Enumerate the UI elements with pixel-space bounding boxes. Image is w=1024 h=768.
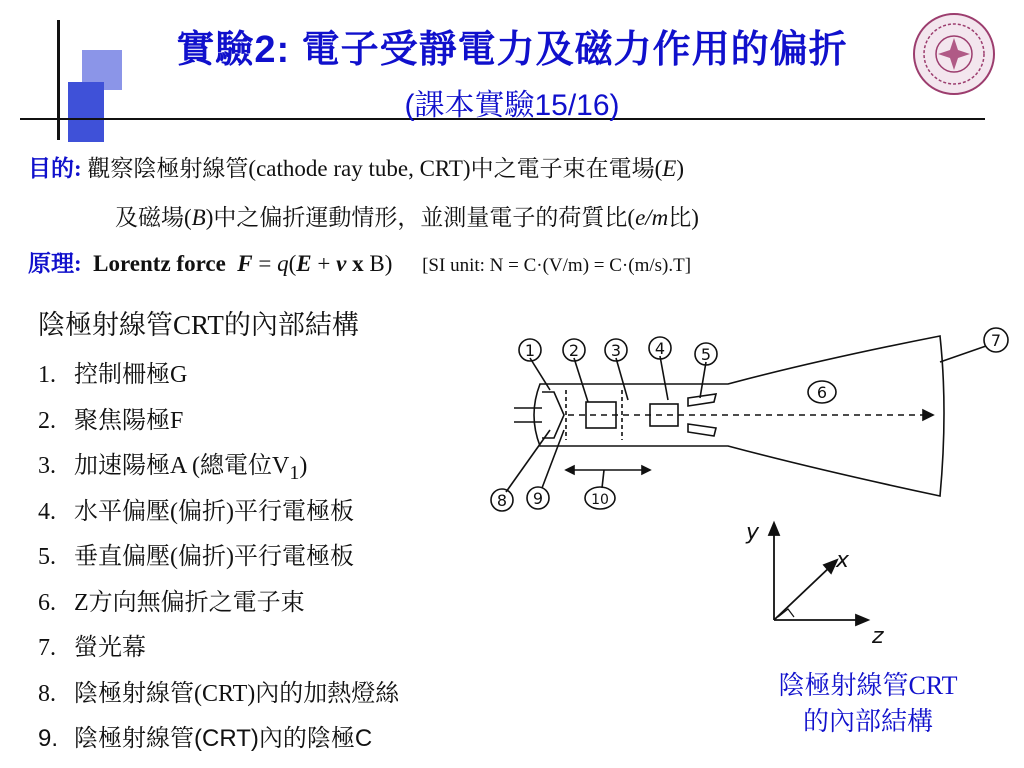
list-item — [38, 357, 399, 403]
list-num: 1. — [38, 362, 56, 388]
list-item — [38, 448, 399, 494]
structure-list — [38, 357, 399, 767]
purpose-text-a: 觀察陰極射線管 — [87, 156, 249, 181]
list-item — [38, 585, 399, 631]
cathode-shape — [542, 392, 564, 438]
axis-x-label: x — [836, 548, 850, 573]
callout-8: 8 — [496, 491, 508, 510]
list-num: 8. — [38, 680, 56, 707]
list-text: 垂直偏壓(偏折)平行電極板 — [74, 544, 354, 570]
list-num: 7. — [38, 635, 56, 661]
axis-z-label: z — [872, 624, 884, 649]
lorentz-force-name: Lorentz force — [93, 251, 226, 276]
x-axis-line — [774, 565, 832, 620]
principle-line — [28, 245, 691, 278]
formula-B: B — [369, 251, 385, 276]
purpose-line-1 — [28, 150, 684, 183]
diagram-caption — [738, 668, 998, 740]
purpose-em-symbol: e/m — [635, 205, 669, 230]
purpose2-text-c: 比) — [668, 205, 699, 230]
callout-5: 5 — [700, 345, 712, 364]
list-num: 4. — [38, 498, 56, 525]
callout-10: 10 — [591, 492, 609, 508]
axis-y-label: y — [746, 520, 760, 545]
list-text: 聚焦陽極F — [74, 407, 184, 434]
list-text: 陰極射線管(CRT)內的加熱燈絲 — [74, 680, 400, 707]
callout-1: 1 — [524, 341, 536, 360]
callout-4: 4 — [654, 339, 666, 358]
list-num: 3. — [38, 453, 56, 479]
list-item — [38, 539, 399, 585]
list-text: 加速陽極A (總電位V — [74, 453, 290, 479]
list-subscript: 1 — [289, 461, 300, 484]
formula-q: q — [277, 251, 289, 276]
purpose-B-symbol: B — [191, 205, 206, 230]
list-num: 6. — [38, 589, 56, 616]
callout-6: 6 — [816, 383, 828, 402]
formula-close: ) — [384, 251, 393, 276]
caption-line-2: 的內部結構 — [802, 707, 933, 736]
list-item — [38, 676, 399, 722]
deflect-plate-top — [688, 394, 716, 406]
callout-3: 3 — [610, 341, 622, 360]
formula-E: E — [296, 251, 312, 276]
callout-7: 7 — [990, 331, 1002, 350]
crt-tube-outline — [534, 336, 944, 496]
deflect-plate-bottom — [688, 424, 716, 436]
list-num: 2. — [38, 407, 56, 434]
list-text: 控制柵極G — [74, 362, 188, 388]
crt-diagram — [478, 320, 1024, 515]
principle-label: 原理: — [28, 251, 82, 276]
list-text: 陰極射線管(CRT)內的陰極C — [74, 725, 373, 752]
list-item — [38, 403, 399, 449]
formula-x: x — [346, 251, 370, 276]
coordinate-axes-diagram — [730, 505, 900, 655]
list-item — [38, 494, 399, 540]
list-text: Z方向無偏折之電子束 — [74, 589, 305, 616]
structure-title: 陰極射線管CRT的內部結構 — [38, 310, 359, 340]
university-seal-icon — [912, 12, 996, 96]
formula-plus: + — [311, 251, 337, 276]
si-unit-note: [SI unit: N = C·(V/m) = C·(m/s).T] — [422, 255, 692, 276]
formula-open: ( — [288, 251, 297, 276]
formula-v: v — [336, 251, 347, 276]
list-item — [38, 721, 399, 767]
purpose-text-b: (cathode ray tube, CRT) — [248, 156, 471, 181]
purpose-text-c: 中之電子束在電場( — [470, 156, 663, 181]
list-item — [38, 630, 399, 676]
purpose-label: 目的: — [28, 156, 82, 181]
list-text: 水平偏壓(偏折)平行電極板 — [74, 498, 354, 525]
list-num: 5. — [38, 544, 56, 570]
slide-title: 實驗2: 電子受靜電力及磁力作用的偏折 — [176, 29, 848, 71]
accel-anode — [650, 404, 678, 426]
formula-eq: = — [252, 251, 278, 276]
slide-subtitle: (課本實驗15/16) — [404, 89, 620, 122]
purpose2-text-b: )中之偏折運動情形，並測量電子的荷質比( — [205, 205, 636, 230]
list-text: 螢光幕 — [74, 635, 146, 661]
purpose-line-2 — [115, 199, 699, 232]
purpose-E-symbol: E — [662, 156, 677, 181]
caption-line-1: 陰極射線管CRT — [778, 671, 958, 700]
list-num: 9. — [38, 725, 59, 752]
formula-F: F — [237, 251, 253, 276]
list-text-after: ) — [299, 453, 308, 479]
callout-2: 2 — [568, 341, 580, 360]
purpose-text-d: ) — [676, 156, 684, 181]
callout-9: 9 — [532, 489, 544, 508]
purpose2-text-a: 及磁場( — [115, 205, 192, 230]
